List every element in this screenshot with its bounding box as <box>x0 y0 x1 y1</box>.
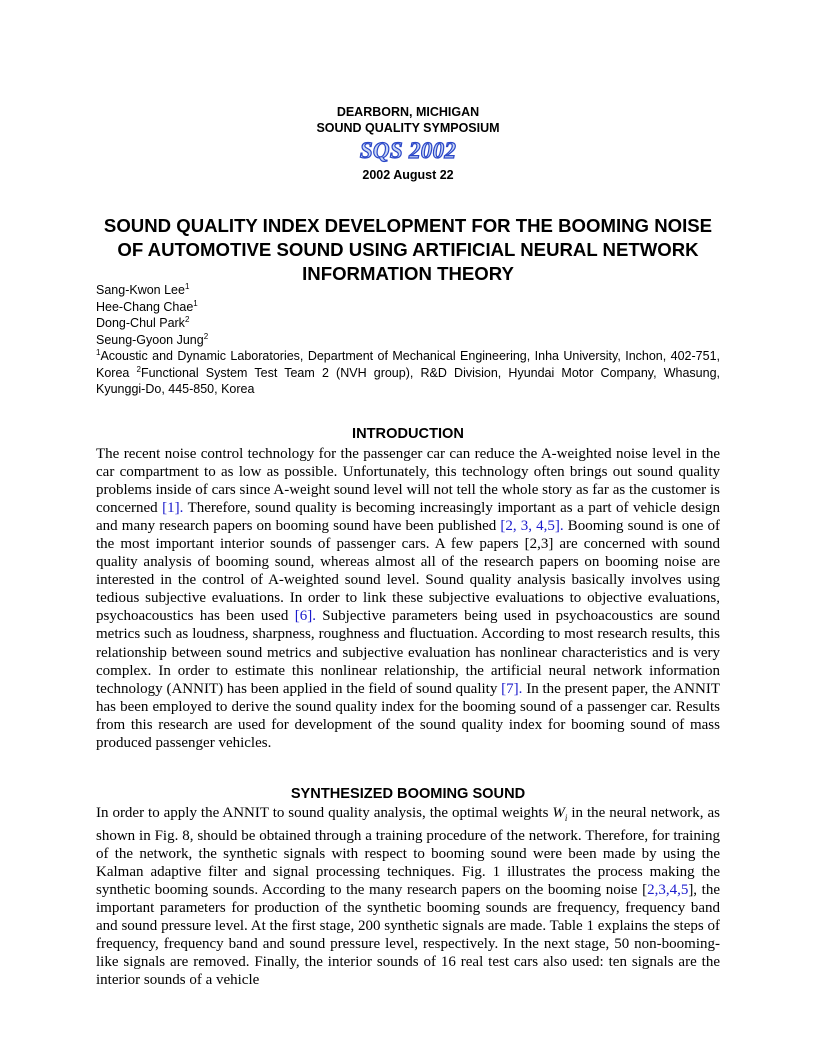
author-name: Dong-Chul Park <box>96 316 185 330</box>
text-run: The recent noise control technology for the passenger car can reduce the A-weighted noise level in the car compartment to as low as possible. Unfortunately, this technology often brings out sound quality problems inside of cars since A-weight sound level will not tell the whole story as far as the customer is concerned <box>96 446 720 517</box>
citation-link[interactable]: [6]. <box>294 608 316 625</box>
sqs-2002-logo: SQS 2002 <box>359 138 457 163</box>
weight-subscript: i <box>564 813 568 823</box>
affiliation-text: Acoustic and Dynamic Laboratories, Department of Mechanical Engineering, Inha University, Inchon, 402-751, Korea <box>96 349 720 380</box>
section-heading-synthesized-booming-sound: SYNTHESIZED BOOMING SOUND <box>290 786 526 802</box>
author-affiliation-mark: 1 <box>184 281 190 291</box>
affiliation-mark: 2 <box>136 364 141 374</box>
introduction-paragraph <box>96 445 720 752</box>
author <box>96 315 720 332</box>
author-affiliation-mark: 2 <box>184 314 190 324</box>
text-run: Booming sound is one of the most important interior sounds of passenger cars. A few papers [2,3] are concerned with sound quality analysis of booming sound, whereas almost all of the research papers on booming noise are interested in the control of A-weighted sound level. Sound quality analysis basically involves using tedious subjective evaluations. In order to link these subjective evaluations to objective evaluations, psychoacoustics has been used <box>96 518 720 625</box>
paper-title: SOUND QUALITY INDEX DEVELOPMENT FOR THE BOOMING NOISE OF AUTOMOTIVE SOUND USING ARTIFICIAL NEURAL NETWORK INFORMATION THEORY <box>103 215 713 284</box>
affiliation-mark: 1 <box>96 347 101 357</box>
affiliations <box>96 348 720 398</box>
author-name: Sang-Kwon Lee <box>96 283 185 297</box>
text-run: In the present paper, the ANNIT has been employed to derive the sound quality index for the booming sound of a passenger car. Results from this research are used for development of the sound quality index for booming sound of mass produced passenger vehicles. <box>96 680 720 751</box>
citation-link[interactable]: [2, 3, 4,5]. <box>500 518 564 535</box>
text-run: in the neural network, as shown in Fig. 8, should be obtained through a training procedure of the network. Therefore, for training of the network, the synthetic signals with respect to booming sound were been made by using the Kalman adaptive filter and signal processing techniques. Fig. 1 illustrates the process making the synthetic booming sounds. According to the many research papers on the booming noise [ <box>96 805 720 899</box>
author-affiliation-mark: 2 <box>203 331 209 341</box>
venue-location: DEARBORN, MICHIGAN <box>336 105 480 119</box>
text-run: ], the important parameters for production of the synthetic booming sounds are frequency, frequency band and sound pressure level. At the first stage, 200 synthetic signals are made. Table 1 explains the steps of frequency, frequency band and sound pressure level, respectively. In the next stage, 50 non-booming-like signals are removed. Finally, the interior sounds of 16 real test cars also used: ten signals are the interior sounds of a vehicle <box>96 882 720 989</box>
author <box>96 332 720 349</box>
author <box>96 282 720 299</box>
weight-symbol <box>552 805 567 821</box>
text-run: Therefore, sound quality is becoming increasingly important as a part of vehicle design and many research papers on booming sound have been published <box>96 500 720 535</box>
section-heading-introduction: INTRODUCTION <box>352 426 464 442</box>
text-run: Subjective parameters being used in psychoacoustics are sound metrics such as loudness, sharpness, roughness and fluctuation. According to most research results, this relationship between sound metrics and subjective evaluation has nonlinear characteristics and is very complex. In order to estimate this nonlinear relationship, the artificial neural network information technology (ANNIT) has been applied in the field of sound quality <box>96 608 720 697</box>
citation-link[interactable]: 2,3,4,5 <box>647 882 689 899</box>
citation-link[interactable]: [7]. <box>501 680 523 697</box>
venue-name: SOUND QUALITY SYMPOSIUM <box>316 121 500 135</box>
synthesized-paragraph <box>96 804 720 989</box>
conference-date: 2002 August 22 <box>362 168 454 182</box>
author-affiliation-mark: 1 <box>193 298 198 308</box>
author <box>96 299 720 316</box>
author-list <box>96 282 720 348</box>
weight-letter: W <box>552 805 565 821</box>
affiliation-text: Functional System Test Team 2 (NVH group), R&D Division, Hyundai Motor Company, Whasung, Kyunggi-Do, 445-850, Korea <box>96 365 720 396</box>
author-name: Seung-Gyoon Jung <box>96 332 204 347</box>
author-name: Hee-Chang Chae <box>96 299 194 314</box>
text-run: In order to apply the ANNIT to sound quality analysis, the optimal weights <box>96 805 553 821</box>
citation-link[interactable]: [1]. <box>162 500 184 517</box>
